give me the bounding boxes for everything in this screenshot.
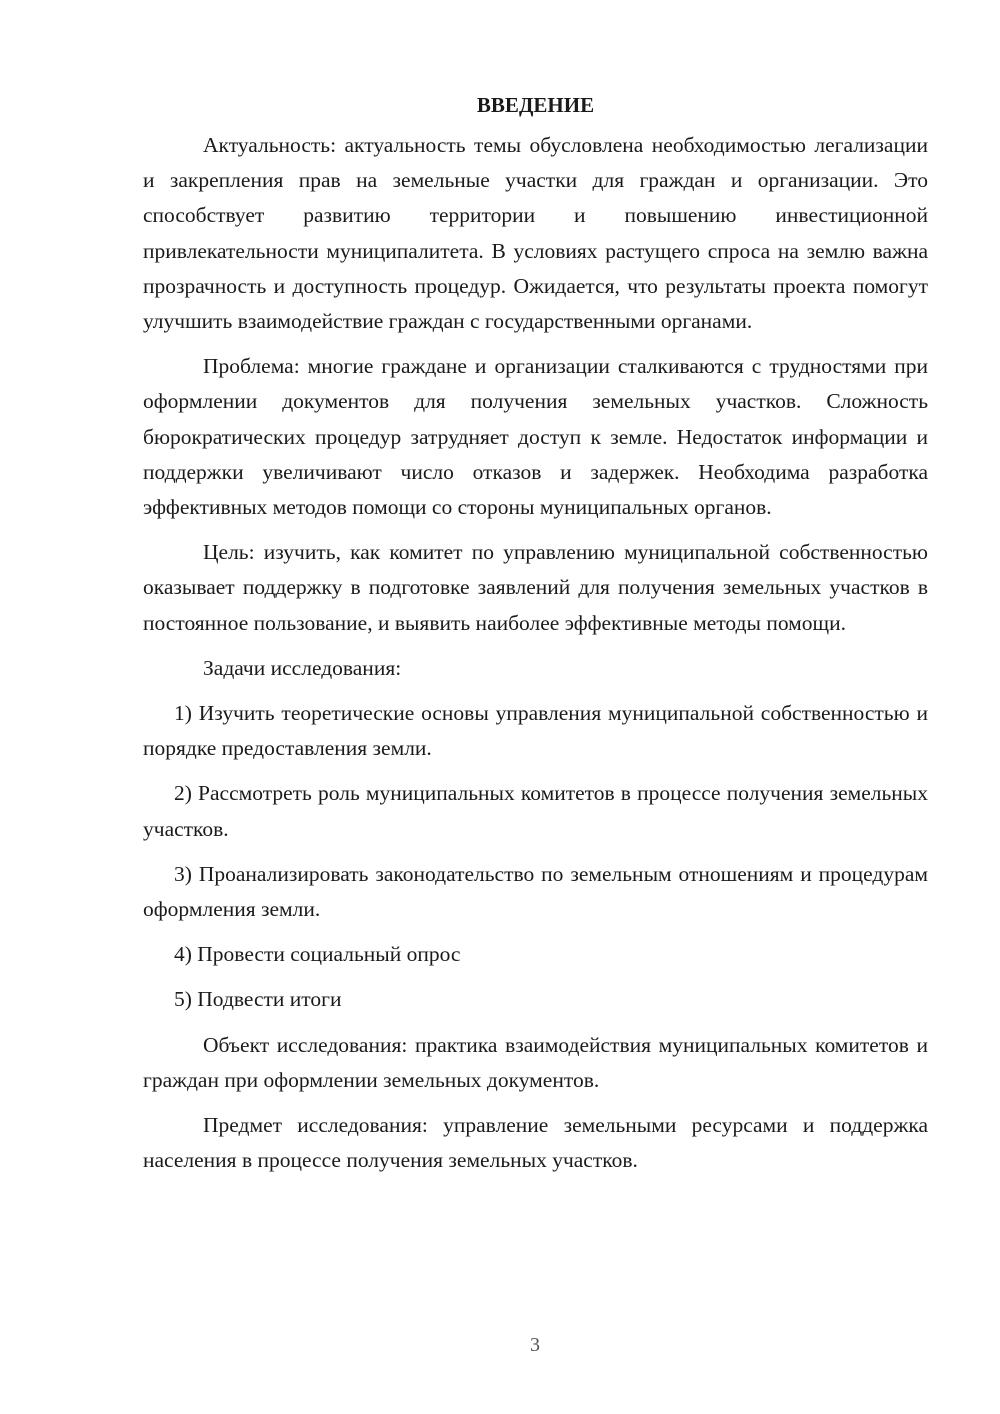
paragraph-subject: Предмет исследования: управление земельными ресурсами и поддержка населения в процессе получения земельных участков. <box>143 1113 928 1173</box>
task-item-1: 1) Изучить теоретические основы управления муниципальной собственностью и порядке предоставления земли. <box>143 701 928 761</box>
document-page <box>143 90 928 1178</box>
tasks-heading: Задачи исследования: <box>203 655 402 680</box>
page-title: ВВЕДЕНИЕ <box>476 93 595 117</box>
task-item-3: 3) Проанализировать законодательство по земельным отношениям и процедурам оформления земли. <box>143 861 928 922</box>
paragraph-goal: Цель: изучить, как комитет по управлению муниципальной собственностью оказывает поддержку в подготовке заявлений для получения земельных участков в постоянное пользование, и выявить наиболее эффективные методы помощи. <box>143 540 928 635</box>
paragraph-object: Объект исследования: практика взаимодействия муниципальных комитетов и граждан при оформлении земельных документов. <box>143 1032 928 1092</box>
task-item-5: 5) Подвести итоги <box>174 987 342 1012</box>
task-item-4: 4) Провести социальный опрос <box>174 942 461 967</box>
task-item-2: 2) Рассмотреть роль муниципальных комитетов в процессе получения земельных участков. <box>143 781 928 841</box>
paragraph-problem: Проблема: многие граждане и организации сталкиваются с трудностями при оформлении документов для получения земельных участков. Сложность бюрократических процедур затрудняет доступ к земле. Недостаток информации и поддержки увеличивают число отказов и задержек. Необходима разработка эффективных методов помощи со стороны муниципальных органов. <box>143 354 928 520</box>
paragraph-relevance: Актуальность: актуальность темы обусловлена необходимостью легализации и закрепления прав на земельные участки для граждан и организации. Это способствует развитию территории и повышению инвестиционной привлекательности муниципалитета. В условиях растущего спроса на землю важна прозрачность и доступность процедур. Ожидается, что результаты проекта помогут улучшить взаимодействие граждан с государственными органами. <box>143 133 928 334</box>
page-number: 3 <box>530 1334 540 1356</box>
